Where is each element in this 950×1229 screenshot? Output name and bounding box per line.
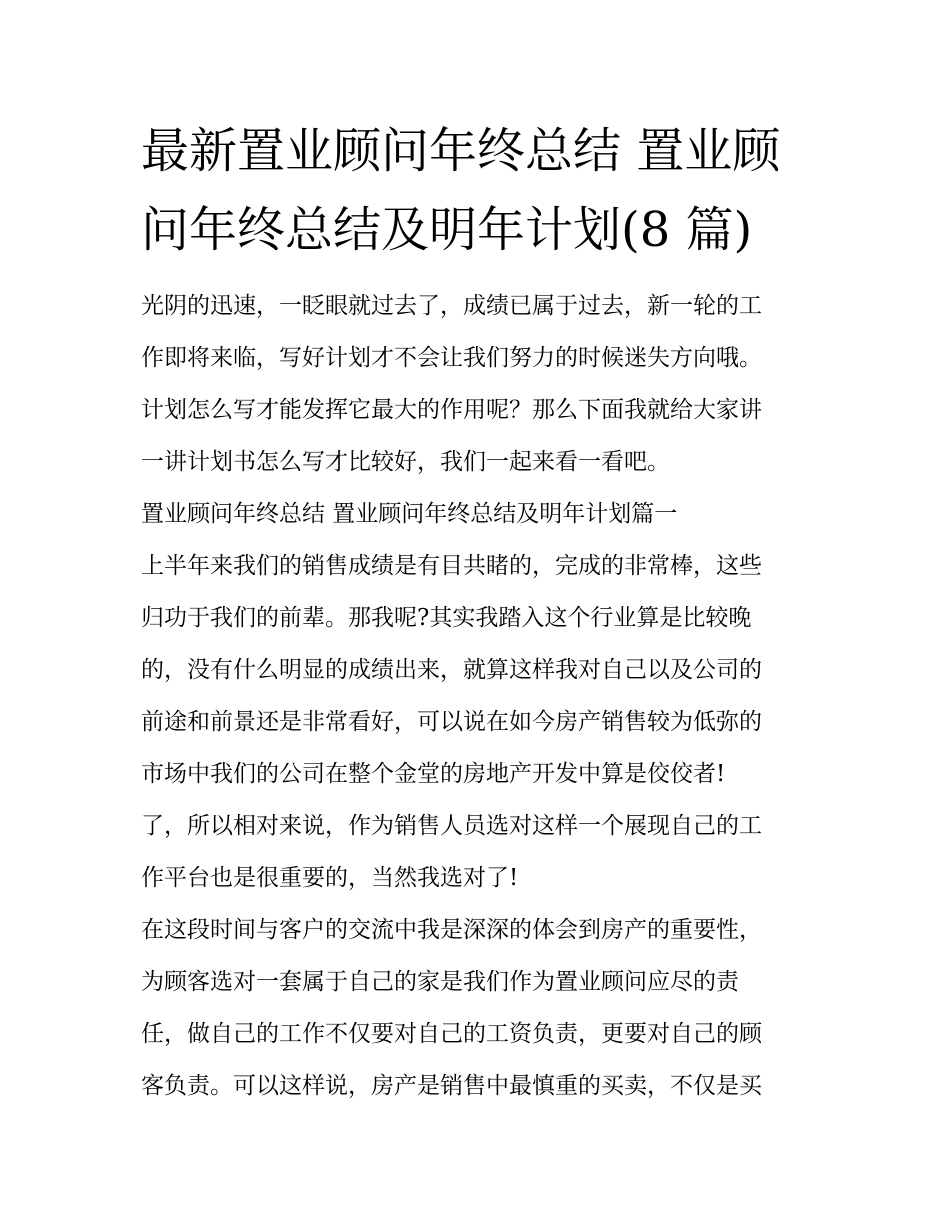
text-line: 光阴的迅速，一眨眼就过去了，成绩已属于过去，新一轮的工	[141, 293, 762, 319]
text-line: 任，做自己的工作不仅要对自己的工资负责，更要对自己的顾	[141, 1021, 762, 1047]
text-line: 的，没有什么明显的成绩出来，就算这样我对自己以及公司的	[141, 657, 762, 683]
text-line: 作平台也是很重要的，当然我选对了!	[141, 865, 519, 891]
body-paragraph	[141, 540, 813, 1112]
title-line: 最新置业顾问年终总结 置业顾	[141, 123, 781, 179]
text-line: 了，所以相对来说，作为销售人员选对这样一个展现自己的工	[141, 813, 762, 839]
text-line: 作即将来临，写好计划才不会让我们努力的时候迷失方向哦。	[141, 345, 762, 371]
text-line: 客负责。可以这样说，房产是销售中最慎重的买卖，不仅是买	[141, 1073, 762, 1099]
intro-paragraph	[141, 280, 813, 488]
text-line: 计划怎么写才能发挥它最大的作用呢？那么下面我就给大家讲	[141, 397, 762, 423]
text-line: 上半年来我们的销售成绩是有目共睹的，完成的非常棒，这些	[141, 553, 762, 579]
section-heading: 置业顾问年终总结 置业顾问年终总结及明年计划篇一	[141, 501, 678, 527]
text-line: 归功于我们的前辈。那我呢?其实我踏入这个行业算是比较晚	[141, 605, 752, 631]
title-line: 问年终总结及明年计划(8 篇)	[141, 202, 753, 258]
document-title	[141, 112, 813, 270]
text-line: 前途和前景还是非常看好，可以说在如今房产销售较为低弥的	[141, 709, 762, 735]
text-line: 市场中我们的公司在整个金堂的房地产开发中算是佼佼者!	[141, 761, 726, 787]
text-line: 为顾客选对一套属于自己的家是我们作为置业顾问应尽的责	[141, 969, 739, 995]
document-content	[141, 112, 813, 1112]
text-line: 一讲计划书怎么写才比较好，我们一起来看一看吧。	[141, 449, 670, 475]
text-line: 在这段时间与客户的交流中我是深深的体会到房产的重要性，	[141, 917, 762, 943]
